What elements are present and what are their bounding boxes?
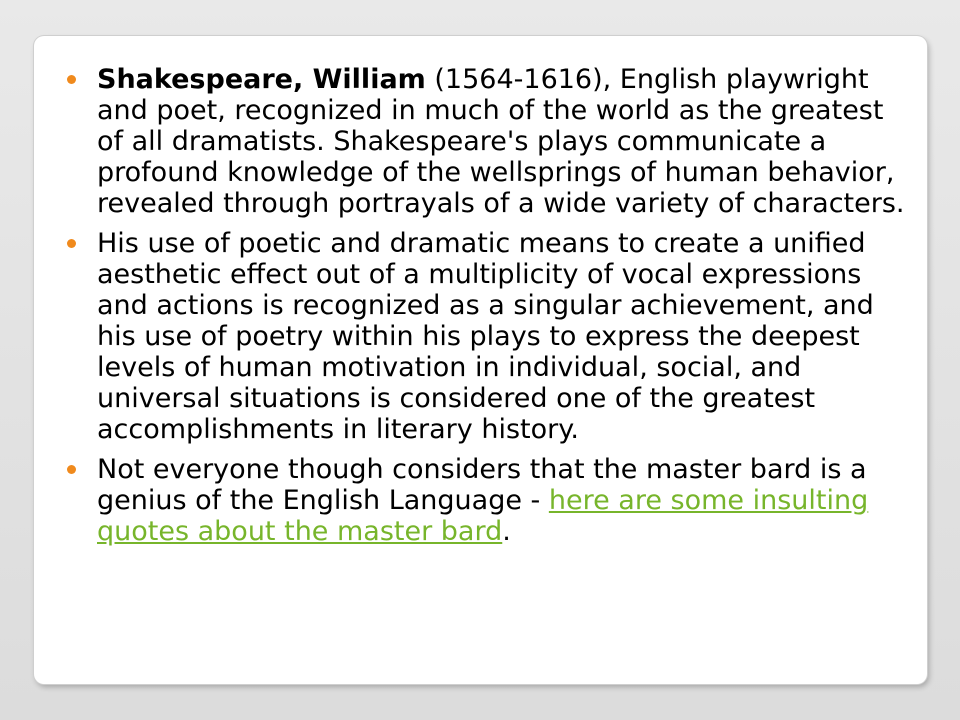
achievement-text: His use of poetic and dramatic means to create a unified aesthetic effect out of a multiplicity of vocal expressions and actions is recognized as a singular achievement, and his use of poetry within his plays to express the deepest levels of human motivation in individual, social, and universal situations is considered one of the greatest accomplishments in literary history. bbox=[97, 228, 874, 445]
bullet-dot-icon bbox=[67, 239, 76, 248]
bullet-item-bio bbox=[62, 64, 912, 219]
bullet-dot-icon bbox=[67, 465, 76, 474]
bullet-dot-icon bbox=[67, 75, 76, 84]
bio-name: Shakespeare, William bbox=[97, 64, 426, 95]
critics-text: Not everyone though considers that the master bard is a genius of the English Language - bbox=[97, 454, 867, 516]
bio-text: (1564-1616), English playwright and poet, recognized in much of the world as the greatest of all dramatists. Shakespeare's plays communicate a profound knowledge of the wellsprings of human behavior, revealed through portrayals of a wide variety of characters. bbox=[97, 64, 905, 219]
bullet-item-critics bbox=[62, 454, 912, 547]
insulting-quotes-link[interactable]: here are some insulting quotes about the master bard bbox=[97, 485, 869, 547]
slide-card bbox=[34, 36, 927, 684]
bullet-list bbox=[62, 64, 912, 556]
critics-end: . bbox=[502, 516, 511, 547]
bullet-item-achievement bbox=[62, 228, 912, 445]
